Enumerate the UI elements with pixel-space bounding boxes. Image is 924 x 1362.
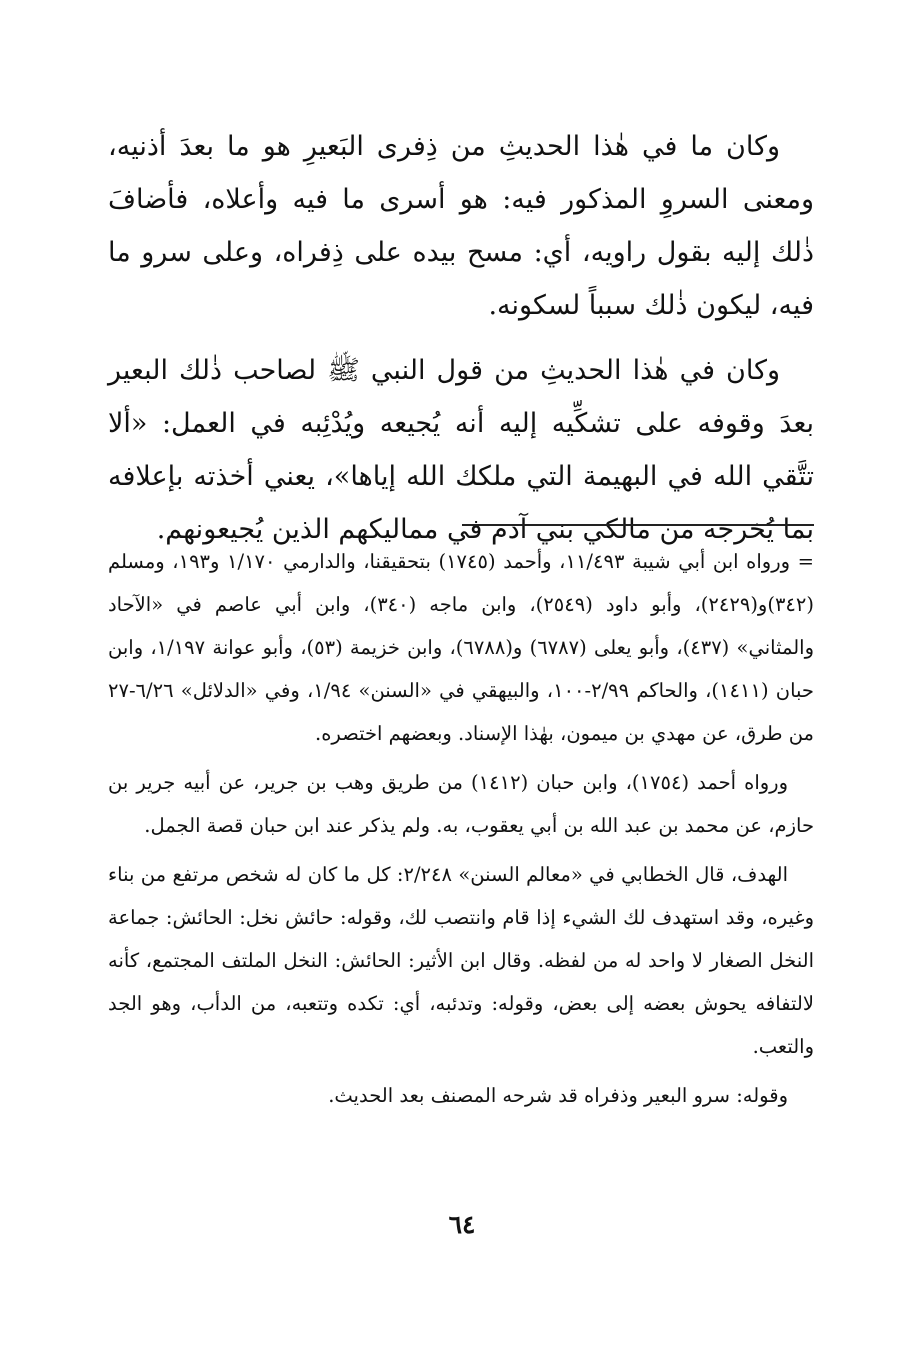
page-number: ٦٤: [448, 1210, 476, 1239]
main-text: [108, 120, 814, 568]
footnotes: [108, 540, 814, 1123]
footnote-paragraph: ورواه أحمد (١٧٥٤)، وابن حبان (١٤١٢) من طريق وهب بن جرير، عن أبيه جرير بن حازم، عن محمد بن عبد الله بن أبي يعقوب، به. ولم يذكر عند ابن حبان قصة الجمل.: [108, 771, 814, 837]
footnote-separator: [462, 524, 814, 526]
footnote-paragraph: وقوله: سرو البعير وذفراه قد شرحه المصنف بعد الحديث.: [328, 1084, 788, 1107]
footnote-paragraph: الهدف، قال الخطابي في «معالم السنن» ٢/٢٤٨: كل ما كان له شخص مرتفع من بناء وغيره، وقد استهدف لك الشيء إذا قام وانتصب لك، وقوله: حائش نخل: الحائش: جماعة النخل الصغار لا واحد له من لفظه. وقال ابن الأثير: الحائش: النخل الملتف المجتمع، كأنه لالتفافه يحوش بعضه إلى بعض، وقوله: وتدئبه، أي: تكده وتتعبه، من الدأب، وهو الجد والتعب.: [108, 863, 814, 1058]
main-paragraph-1: وكان ما في هٰذا الحديثِ من ذِفرى البَعيرِ هو ما بعدَ أذنيه، ومعنى السروِ المذكور فيه: هو أسرى ما فيه وأعلاه، فأضافَ ذٰلك إليه بقول راويه، أي: مسح بيده على ذِفراه، وعلى سرو ما فيه، ليكون ذٰلك سبباً لسكونه.: [108, 131, 814, 321]
footnote-continuation: = ورواه ابن أبي شيبة ١١/٤٩٣، وأحمد (١٧٤٥) بتحقيقنا، والدارمي ١/١٧٠ و١٩٣، ومسلم (٣٤٢)و(٢٤٢٩)، وأبو داود (٢٥٤٩)، وابن ماجه (٣٤٠)، وابن أبي عاصم في «الآحاد والمثاني» (٤٣٧)، وأبو يعلى (٦٧٨٧) و(٦٧٨٨)، وابن خزيمة (٥٣)، وأبو عوانة ١/١٩٧، وابن حبان (١٤١١)، والحاكم ٢/٩٩-١٠٠، والبيهقي في «السنن» ١/٩٤، وفي «الدلائل» ٦/٢٦-٢٧ من طرق، عن مهدي بن ميمون، بهٰذا الإسناد. وبعضهم اختصره.: [108, 550, 815, 745]
main-paragraph-2: وكان في هٰذا الحديثِ من قول النبي ﷺ لصاحب ذٰلك البعير بعدَ وقوفه على تشكِّيه إليه أنه يُجيعه ويُدْئِبه في العمل: «ألا تتَّقي الله في البهيمة التي ملكك الله إياها»، يعني أخذته بإعلافه بما يُخرجه من مالكي بني آدم في مماليكهم الذين يُجيعونهم.: [108, 355, 814, 545]
